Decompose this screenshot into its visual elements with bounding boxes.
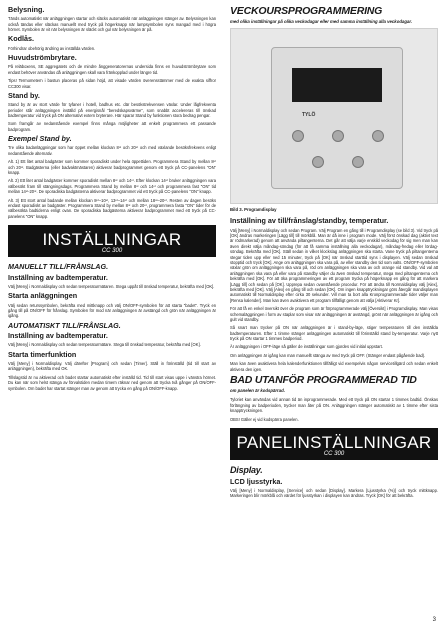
banner-subtitle: CC 300 <box>323 450 345 457</box>
paragraph-exempel-2: Alt. 1) Ett litet antal badgäster som kommer sporadiskt under hela öppettiden. Programmera Stand by mellan 8ⁿᵗ och 20ⁿᵗ. Badgästerna (eller badvaktmästaren) aktiverar badprogrammet genom ett tryck på CC-panelens "ON" knapp. <box>8 159 216 176</box>
heading-belysning: Belysning. <box>8 5 45 14</box>
paragraph-inst-till-4: Är anläggningen i OFF-läge så gäller de inställningar som gjordes vid initial uppstart. <box>230 344 383 350</box>
paragraph-inst-badtemp-2: Välj [Meny] i Normaldisplay och sedan temperaturmätare. Stega till önskad temperatur, bekräfta med [OK]. <box>8 342 201 348</box>
heading-veckoursprogrammering: VECKOURSPROGRAMMERING <box>230 5 383 17</box>
paragraph-exempel-3: Alt. 2) Ett litet antal badgäster kommer sporadiskt mellan 8ⁿᵗ och 14ⁿᵗ. Efter klockan 14ⁿᵗ bruker anläggningen vara välbesökt fram till stängningsdags. Programmera Stand by mellan 8ⁿᵗ och 14ⁿᵗ och programmera fast "ON" tid mellan 14ⁿᵗ-20ⁿᵗ. De sporadiska badgästerna aktiverar badprogrammet vid ett tryck på CC-panelens "ON" knapp. <box>8 178 216 195</box>
panel-button-icon <box>332 130 344 142</box>
paragraph-timer-2: Tillslagstid är nu aktiverad och badet startar automatiskt efter inställd tid. Tid till start visas uppe i vänstra hörnet. Du kan när som helst stänga av förvalstiden medan timern räknar ned genom att trycka två gånger på ON/OFF-symbolen. Om badet har startat stänger man av genom att trycka en gång på ON/OFF-knapp. <box>8 374 216 391</box>
panel-button-icon <box>292 130 304 142</box>
paragraph-belysning: Tänds automatiskt när anläggningen startar och släcks automatiskt när anläggningen stänger av. Belysningen kan också tändas eller släckas manuellt med tryck på högerknapp när lampsymbolen syns mangad med i högra hörnet. Symbolen är vit när belysningen är släckt och gul när belysningen är på. <box>8 16 216 33</box>
panel-button-icon <box>352 156 364 168</box>
figure-caption: Bild 3. Programdisplay <box>230 207 277 213</box>
paragraph-standby-2: Som framgår av nedanstående exempel finns många möjligheter att enkelt programmera ett passande badprogram. <box>8 121 216 132</box>
paragraph-inst-till-1: Välj [Meny] i Normaldisplay och sedan Program. Välj Program en gång till i Programdisplay (se bild 3). Vid tryck på [OK] ändras markeringen [Lägg till] till mörkblå. Man är då inne i program mode. Välj först önskad dag (aktivt text är rödmarkerad) genom att använda piltangenterna. Det går att välja varje enskild veckodag för sig men man kan även direkt välja måndag-söndag (för att få samma inställning alla veckodagar), måndag-fredag eller lördag-söndag. Bekräfta med [OK]. Ställ sedan in vilket klockslag anläggningen ska starta. Vane tryck på piltangenterna stegar tiden upp eller ned 15 minuter, tryck på [OK] när önskad starttid syns i displayen. Välj sedan önskad stopptid och tryck [OK]. Ange om anläggningen ska vara på, av eller standby den tid som valts. ON/OFF-symbolen växlar grön om anläggningen ska vara på, röd om anläggningen ska vara av och orange vid standby. Vid val att anläggningen ska vara på eller vara på standby väljer du även önskad temperatur, stega med piltangenterna och bekräfta med [OK]. För att öka programmeringen av ett program trycka på högerknapp en gång för att markera [Lägg till] och sedan på [OK]. Upprepa sedan ovanstående procedur. För att ändra till Normaldisplay välj [Alex], bekräfta med [OK]. Välj [Alex] en gång till och sedan [OK]. Om ingen knapptryckningar görs återgår mandisplayen automatiskt till Normaldisplay efter cirka 30 sekunder. Vill man ta bort alla Kronprogrammerade tider väljer man [Rensa kalender]. Man kan även avaktivera ett program tillfälligt genom att välja [Aktiverar Kr]. <box>230 227 438 303</box>
program-display-figure <box>230 28 438 204</box>
heading-inst-badtemp: Inställning av badtemperatur. <box>8 272 108 282</box>
panel-brand-logo: TYLÖ <box>302 112 316 119</box>
control-panel-image <box>271 47 403 189</box>
panel-screen <box>292 68 382 102</box>
heading-timer: Starta timerfunktion <box>8 349 77 359</box>
paragraph-timer-1: Välj [Meny] i Normaldisplay. Välj därefter [Program] och sedan [Timer]. Ställ in förinställd (tid till start av anläggningen), bekräfta med OK. <box>8 361 216 372</box>
right-column <box>230 6 438 502</box>
paragraph-standby-1: Stand by är av stort värde för tyfaner i hotell, badhus etc. där besökstrekvensen växlar. Under lågfrekventa perioder står anläggningen inställd på energisnål "beredskapsvärme", som snabbt accelereras till önskad badtemperatur vid tryck på ON alternativt extern bryterare. Här sparar Stand by funktionen stora bedrag pengar. <box>8 102 216 119</box>
left-column <box>8 6 216 394</box>
banner-title: PANELINSTÄLLNINGAR <box>236 432 432 452</box>
paragraph-kodlas: Förhindrar obehörig ändring av inställda värden. <box>8 45 96 51</box>
heading-display: Display. <box>230 465 263 476</box>
paragraph-exempel-4: Alt. 3) Ett stort antal badande mellan klockan 8ⁿᵗ–10ⁿᵗ, 13ⁿᵗ–14ⁿᵗ och mellan 18ⁿᵗ–20ⁿᵗ. Resten av dagen besöks endast sporadiskt av badgäster. Programmera Stand by mellan 8ⁿᵗ och 20ⁿᵗ, programmera fasta "ON" tider för de välbesökta badtiderna enligt ovan. De sporadiska badgästerna aktiverar badprogrammet med ett tryck på CC-panelens "ON" knapp. <box>8 197 216 219</box>
banner-installningar <box>8 225 216 257</box>
heading-inst-badtemp-2: Inställning av badtemperatur. <box>8 331 108 341</box>
paragraph-huvudstrombrytare: På reläboxens, SE aggregatets och de mindre ånggeneratorernas undersida finns en huvudströmbrytare som endast behöver användas då anläggningen skall vara fränkopplad under längre tid. <box>8 64 216 75</box>
heading-manuellt: MANUELLT TILL/FRÅNSLAG. <box>8 262 109 272</box>
paragraph-tips: Tips! Termometern i bastun placeras på sidan höjd, att visade värden överensstämmer med de exakta siffror CC300 visar. <box>8 78 216 89</box>
heading-inst-till: Inställning av till/frånslag/standby, temperatur. <box>230 216 389 226</box>
paragraph-inst-badtemp: Välj [Meny] i Normaldisplay och sedan temperaturmätaren. Stega uppåt till önskad temperatur, bekräfta med [OK]. <box>8 283 215 289</box>
banner-subtitle: CC 300 <box>101 248 123 255</box>
heading-lcd: LCD ljusstyrka. <box>230 476 283 486</box>
heading-automatiskt: AUTOMATISKT TILL/FRÅNSLAG. <box>8 320 121 330</box>
paragraph-bad-utanfor-2: OBS! Gäller ej vid kodspärra panelen. <box>230 416 299 422</box>
page-number: 3 <box>432 617 436 623</box>
subheading-veckours: med olika inställningar på olika veckodagar eller med samma inställning alla veckodagar. <box>230 19 412 25</box>
banner-title: INSTÄLLNINGAR <box>42 230 182 250</box>
paragraph-starta: Välj sedan returssymbolen, bekräfta med mittknapp och välj ON/OFF-symbolen för att starta "badet". Tryck en gång till på ON/OFF för frånslag. Symbolen för mod när anläggningen är avstängd och grön när anläggningen är igång. <box>8 302 216 319</box>
heading-starta: Starta anläggningen <box>8 291 78 301</box>
paragraph-inst-till-5: Om anläggningen är igång kan man manuellt stänga av med tryck på OFF. (Stänger endast pågående bad). <box>230 352 426 358</box>
heading-bad-utanfor: BAD UTANFÖR PROGRAMMERAD TID <box>230 374 417 387</box>
heading-exempel-standby: Exempel Stand by. <box>8 134 72 144</box>
heading-standby: Stand by. <box>8 90 40 100</box>
panel-button-icon <box>372 130 384 142</box>
paragraph-lcd: Välj [Meny] i Normaldisplay, [Service] och sedan [Display]. Markera [Ljusstyrka (%)] och tryck mittknapp. Markeringen blir mörkblå och värdet för ljusstyrkan i displayen kan ändras. Tryck [OK] för att bekräfta. <box>230 487 438 499</box>
heading-huvudstrombrytare: Huvudströmbrytare. <box>8 53 77 63</box>
subheading-bad-utanfor: om panelen är kodspärrad. <box>230 388 285 394</box>
paragraph-inst-till-2: För att få en enkel översikt över de program som är förprogrammerade välj [Översikt] i Programdisplay. Man visas schemaläggningen i form av staplar som visar när anläggningen är avstängd, grönt när anläggningen är igång och gult vid standby. <box>230 306 438 322</box>
paragraph-exempel-1: Tre olika badanläggningar som har öppet mellan klockan 8ⁿᵗ och 20ⁿᵗ och med växlande besöksfrekvens enligt nedanstående alternativ. <box>8 145 216 156</box>
paragraph-inst-till-3: Så snart man trycker på ON när anläggningen är i stand-by-läge, stiger temperaturen till den inställda badtemperaturen. Efter 1 timme stänger anläggningen automatiskt till förinställd stand by-temperatur. Varje nytt tryck på ON startar 1 timmes badperiod. <box>230 325 438 342</box>
panel-button-icon <box>312 156 324 168</box>
banner-panelinstallningar <box>230 428 438 460</box>
paragraph-inst-till-6: Man kan även avaktivera hela kalenderfunktionen tillfälligt vid exempelvis någon servicetillgärd och sedan enkelt aktivera den igen. <box>230 361 438 372</box>
paragraph-bad-utanfor-1: Tyloriet kan användas vid annan tid än inprogrammerade. Med ett tryck på ON startar 1 timmes badtid. Önskas förlängning av badperioden, trycker man åter på ON. Anläggningen stänger automatiskt av 1 timme efter sista knapptryckningen. <box>230 397 438 414</box>
heading-kodlas: Kodlås. <box>8 34 34 44</box>
